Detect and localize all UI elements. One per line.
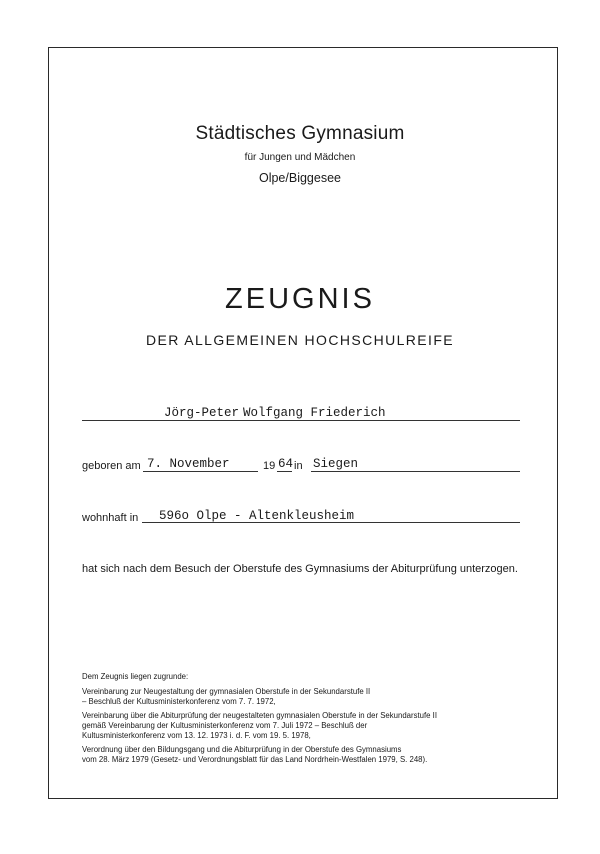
birth-date-underline [143,471,258,472]
residence: 596o Olpe - Altenkleusheim [159,509,355,523]
student-other-names: Wolfgang Friederich [243,406,386,420]
birth-year-prefix: 19 [263,460,276,472]
name-underline [82,420,520,421]
born-label: geboren am [82,460,141,472]
school-subtitle: für Jungen und Mädchen [244,152,356,163]
legal-basis-line: – Beschluß der Kultusministerkonferenz vom 7. 7. 1972, [82,697,276,706]
legal-basis-intro: Dem Zeugnis liegen zugrunde: [82,672,189,681]
birth-place-label: in [294,460,303,472]
legal-basis-line: Kultusministerkonferenz vom 13. 12. 1973 i. d. F. vom 19. 5. 1978, [82,731,311,740]
residence-underline [142,522,520,523]
residence-label: wohnhaft in [82,512,139,524]
legal-basis [82,672,542,769]
legal-basis-line: gemäß Vereinbarung der Kultusministerkonferenz vom 7. Juli 1972 – Beschluß der [82,721,368,730]
birth-place-underline [311,471,520,472]
legal-basis-line: Vereinbarung zur Neugestaltung der gymnasialen Oberstufe in der Sekundarstufe II [82,687,371,696]
legal-basis-line: Vereinbarung über die Abiturprüfung der neugestalteten gymnasialen Oberstufe in der Sekundarstufe II [82,711,437,720]
birth-year: 64 [278,457,294,471]
legal-basis-line: Verordnung über den Bildungsgang und die Abiturprüfung in der Oberstufe des Gymnasiums [82,745,402,754]
birth-place: Siegen [313,457,359,471]
exam-statement: hat sich nach dem Besuch der Oberstufe des Gymnasiums der Abiturprüfung unterzogen. [82,563,518,575]
student-first-name: Jörg-Peter [164,406,240,420]
legal-basis-item [82,711,542,741]
birth-year-underline [277,471,292,472]
legal-basis-line: vom 28. März 1979 (Gesetz- und Verordnungsblatt für das Land Nordrhein-Westfalen 1979, S. 248). [82,755,428,764]
birth-date: 7. November [147,457,230,471]
legal-basis-item [82,745,542,765]
school-city: Olpe/Biggesee [258,171,341,185]
legal-basis-item [82,687,542,707]
document-title: ZEUGNIS [225,283,375,315]
document-subtitle: DER ALLGEMEINEN HOCHSCHULREIFE [145,332,455,348]
school-name: Städtisches Gymnasium [195,123,405,144]
